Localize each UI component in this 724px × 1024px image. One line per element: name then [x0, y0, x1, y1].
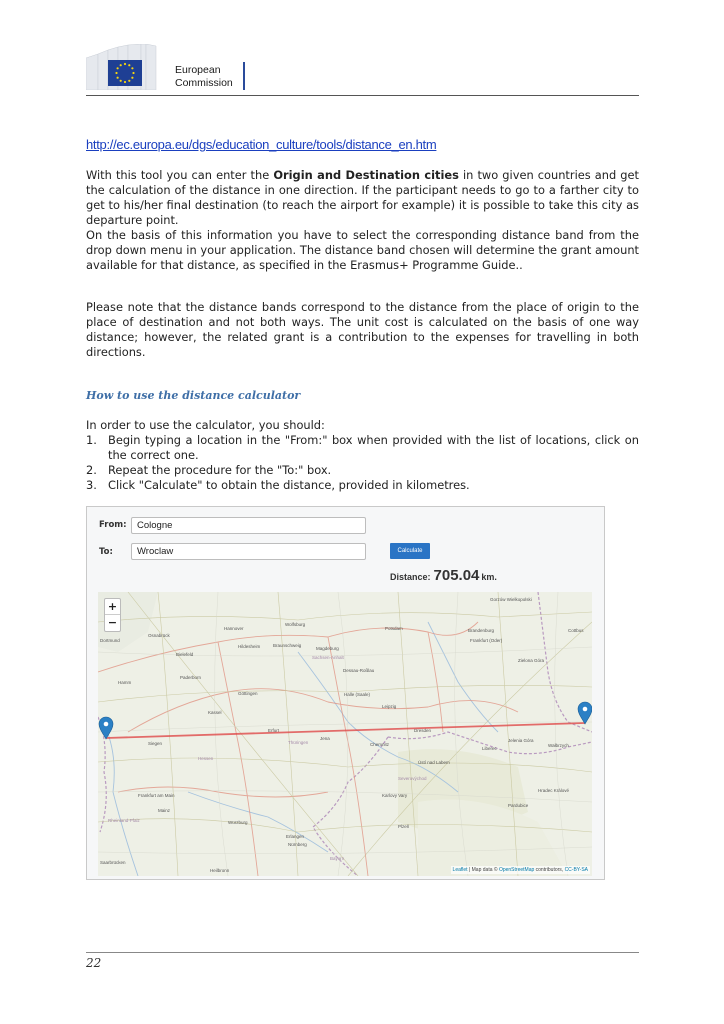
- map-label: Halle (Saale): [344, 692, 371, 697]
- note-paragraph: Please note that the distance bands correspond to the distance from the place of origin to the place of destination and not both ways. The unit cost is calculated on the basis of one way distance; however, the related grant is a contribution to the expenses for travelling in both directions.: [86, 300, 639, 359]
- map-label: Dortmund: [100, 638, 120, 643]
- license-link[interactable]: CC-BY-SA: [564, 867, 588, 873]
- map-label: Frankfurt (Oder): [470, 638, 503, 643]
- distance-unit: km.: [481, 572, 497, 582]
- map-label: Magdeburg: [316, 646, 339, 651]
- p1-text-start: With this tool you can enter the: [86, 168, 274, 182]
- map-canvas: [98, 592, 592, 876]
- map-label: Pardubice: [508, 803, 529, 808]
- map-label: Hildesheim: [238, 644, 261, 649]
- map-label: Würzburg: [228, 820, 248, 825]
- from-label: From:: [99, 520, 127, 530]
- calculate-button[interactable]: Calculate: [390, 543, 430, 559]
- map-label: Kassel: [208, 710, 222, 715]
- instructions-intro: In order to use the calculator, you should:: [86, 418, 325, 432]
- map-label: Erlangen: [286, 834, 305, 839]
- map-label: Siegen: [148, 741, 163, 746]
- map-label: Mainz: [158, 808, 171, 813]
- map-label: Dessau-Roßlau: [343, 668, 375, 673]
- page-header: [86, 44, 639, 96]
- map-label: Hamm: [118, 680, 132, 685]
- section-title: How to use the distance calculator: [86, 389, 301, 402]
- attribution-contrib: contributors,: [534, 867, 565, 873]
- map-label: Wałbrzych: [548, 743, 569, 748]
- step-number: 2.: [86, 463, 97, 477]
- map-label: Karlovy Vary: [382, 793, 408, 798]
- attribution-text: | Map data ©: [467, 867, 499, 873]
- map-label: Gorzów Wielkopolski: [490, 597, 532, 602]
- map-label: Bielefeld: [176, 652, 194, 657]
- leaflet-link[interactable]: Leaflet: [452, 867, 468, 873]
- map-label: Sachsen-Anhalt: [312, 655, 344, 660]
- step-text: Click "Calculate" to obtain the distance, provided in kilometres.: [108, 478, 470, 492]
- organization-name: [175, 64, 233, 90]
- to-label: To:: [99, 547, 113, 557]
- p1-second-part: On the basis of this information you have to select the corresponding distance band from the drop down menu in your application. The distance band chosen will determine the grant amount available for that distance, as specified in the Erasmus+ Programme Guide..: [86, 228, 639, 272]
- zoom-control: [104, 598, 121, 632]
- route-map[interactable]: [98, 592, 592, 876]
- map-label: Severovýchod: [398, 776, 427, 781]
- map-attribution: [451, 866, 590, 874]
- map-label: Hannover: [224, 626, 244, 631]
- distance-label: Distance:: [390, 572, 431, 582]
- org-line-1: European: [175, 64, 221, 76]
- instructions-list: [86, 433, 639, 493]
- p1-bold-text: Origin and Destination cities: [273, 168, 459, 182]
- map-label: Saarbrücken: [100, 860, 126, 865]
- logo-divider: [243, 62, 245, 90]
- org-line-2: Commission: [175, 77, 233, 89]
- intro-paragraph: [86, 168, 639, 273]
- map-label: Erfurt: [268, 728, 280, 733]
- map-label: Liberec: [482, 746, 497, 751]
- distance-calculator-link[interactable]: http://ec.europa.eu/dgs/education_culture/tools/distance_en.htm: [86, 137, 437, 152]
- map-label: Bayern: [330, 856, 345, 861]
- to-input[interactable]: Wroclaw: [131, 543, 366, 560]
- osm-link[interactable]: OpenStreetMap: [498, 867, 535, 873]
- map-label: Rheinland-Pfalz: [108, 818, 140, 823]
- p1-text-end: in two given countries and get the calculation of the distance in one direction. If the participant needs to go to a farther city to get to his/her final destination (to reach the airport for example) it is possible to take this city as departure point.: [86, 168, 640, 227]
- distance-calculator-screenshot: [86, 506, 605, 880]
- map-label: Braunschweig: [273, 643, 302, 648]
- list-item: [86, 433, 639, 463]
- map-label: Jelenia Góra: [508, 738, 534, 743]
- footer-divider: [86, 952, 639, 953]
- zoom-in-button[interactable]: +: [105, 599, 120, 615]
- map-label: Göttingen: [238, 691, 258, 696]
- distance-value: 705.04: [433, 567, 480, 584]
- map-label: Nürnberg: [288, 842, 307, 847]
- map-label: Jena: [320, 736, 330, 741]
- map-label: Zielona Góra: [518, 658, 545, 663]
- map-label: Cottbus: [568, 628, 584, 633]
- map-label: Dresden: [414, 728, 432, 733]
- map-label: Chemnitz: [370, 742, 390, 747]
- distance-result: [390, 567, 497, 585]
- map-label: Wolfsburg: [285, 622, 306, 627]
- map-label: Hessen: [198, 756, 214, 761]
- list-item: [86, 478, 639, 493]
- map-label: Paderborn: [180, 675, 202, 680]
- step-number: 1.: [86, 433, 97, 447]
- map-label: Ústí nad Labem: [418, 760, 450, 765]
- map-label: Plzeň: [398, 824, 410, 829]
- page-number: 22: [86, 956, 102, 970]
- step-text: Begin typing a location in the "From:" box when provided with the list of locations, click on the correct one.: [108, 433, 639, 462]
- map-label: Brandenburg: [468, 628, 495, 633]
- map-label: Frankfurt am Main: [138, 793, 175, 798]
- step-number: 3.: [86, 478, 97, 492]
- zoom-out-button[interactable]: −: [107, 616, 118, 629]
- list-item: [86, 463, 639, 478]
- map-label: Leipzig: [382, 704, 397, 709]
- map-label: Heilbronn: [210, 868, 230, 873]
- map-label: Thüringen: [288, 740, 309, 745]
- map-label: Hradec Králové: [538, 788, 570, 793]
- step-text: Repeat the procedure for the "To:" box.: [108, 463, 332, 477]
- map-label: Potsdam: [385, 626, 403, 631]
- from-input[interactable]: Cologne: [131, 517, 366, 534]
- map-label: Osnabrück: [148, 633, 170, 638]
